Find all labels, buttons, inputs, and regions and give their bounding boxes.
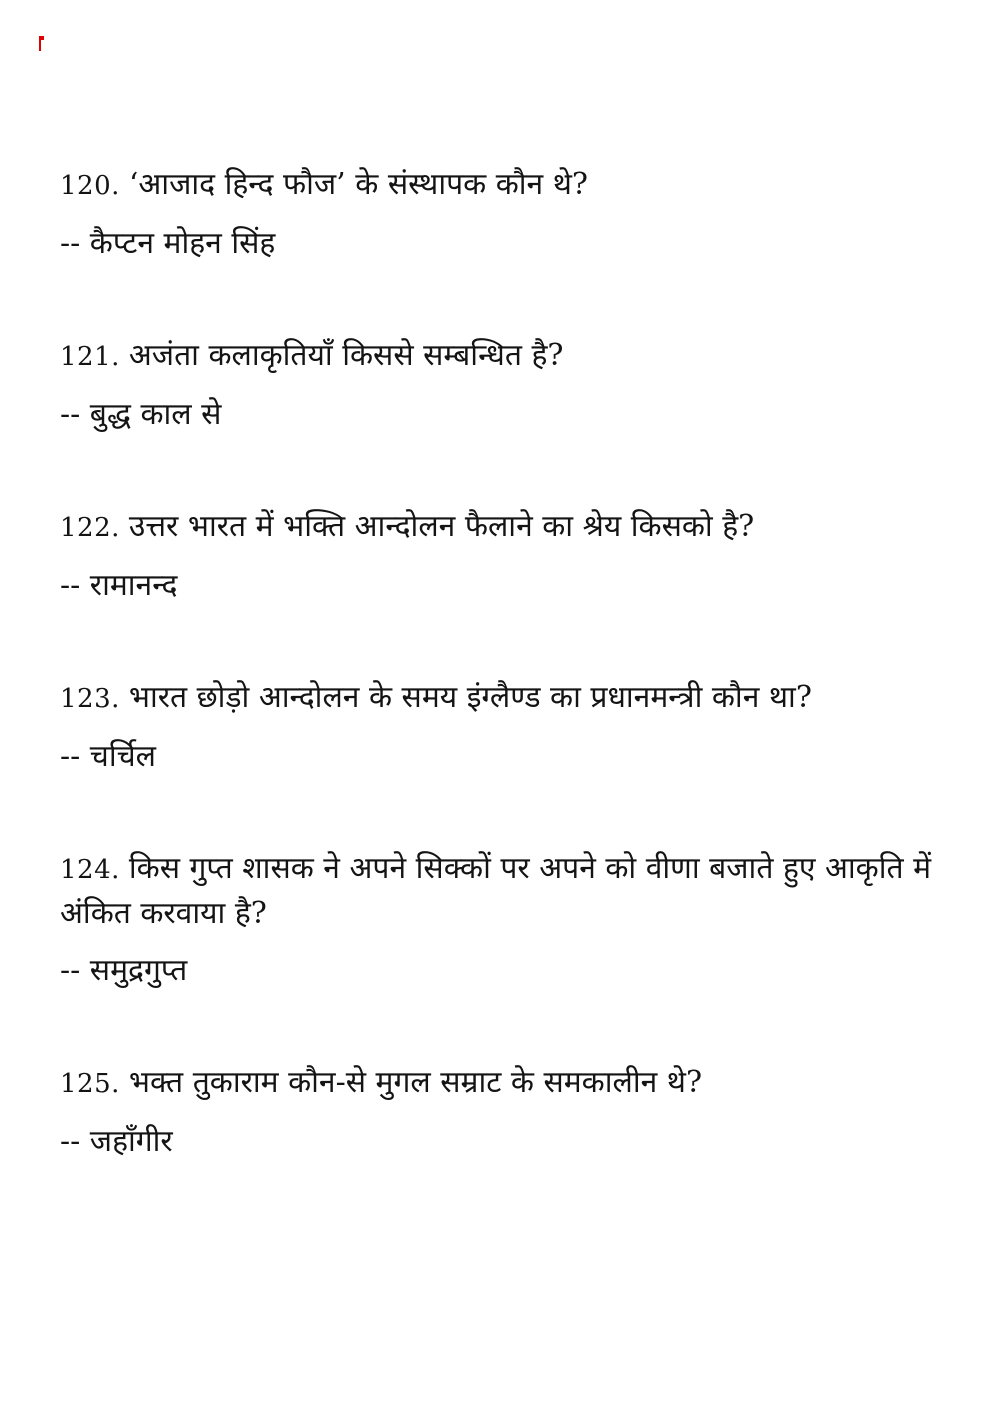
- question-number: 124.: [60, 855, 120, 885]
- question-line: [60, 847, 932, 935]
- question-number: 120.: [60, 171, 120, 201]
- question-number: 122.: [60, 513, 120, 543]
- question-number: 125.: [60, 1069, 120, 1099]
- qa-item: [60, 1061, 932, 1163]
- question-text: भारत छोड़ो आन्दोलन के समय इंग्लैण्ड का प्रधानमन्त्री कौन था?: [128, 680, 812, 715]
- question-number: 123.: [60, 684, 120, 714]
- question-text: भक्त तुकाराम कौन-से मुगल सम्राट के समकालीन थे?: [128, 1065, 703, 1100]
- question-text: ‘आजाद हिन्द फौज’ के संस्थापक कौन थे?: [128, 167, 588, 202]
- answer-line: -- बुद्ध काल से: [60, 397, 222, 432]
- qa-item: [60, 847, 932, 992]
- question-line: [60, 505, 932, 550]
- question-line: [60, 163, 932, 208]
- qa-item: [60, 334, 932, 436]
- answer-line: -- समुद्रगुप्त: [60, 953, 188, 988]
- question-line: [60, 676, 932, 721]
- qa-item: [60, 163, 932, 265]
- answer-line: -- चर्चिल: [60, 739, 157, 774]
- question-text: किस गुप्त शासक ने अपने सिक्कों पर अपने को वीणा बजाते हुए आकृति में अंकित करवाया है?: [60, 851, 932, 931]
- answer-line: -- जहाँगीर: [60, 1124, 173, 1159]
- answer-line: -- कैप्टन मोहन सिंह: [60, 226, 276, 261]
- qa-item: [60, 505, 932, 607]
- question-line: [60, 334, 932, 379]
- qa-item: [60, 676, 932, 778]
- question-number: 121.: [60, 342, 120, 372]
- question-text: अजंता कलाकृतियाँ किससे सम्बन्धित है?: [128, 338, 564, 373]
- answer-line: -- रामानन्द: [60, 568, 178, 603]
- red-artifact-mark: [39, 36, 41, 51]
- question-text: उत्तर भारत में भक्ति आन्दोलन फैलाने का श्रेय किसको है?: [128, 509, 755, 544]
- question-line: [60, 1061, 932, 1106]
